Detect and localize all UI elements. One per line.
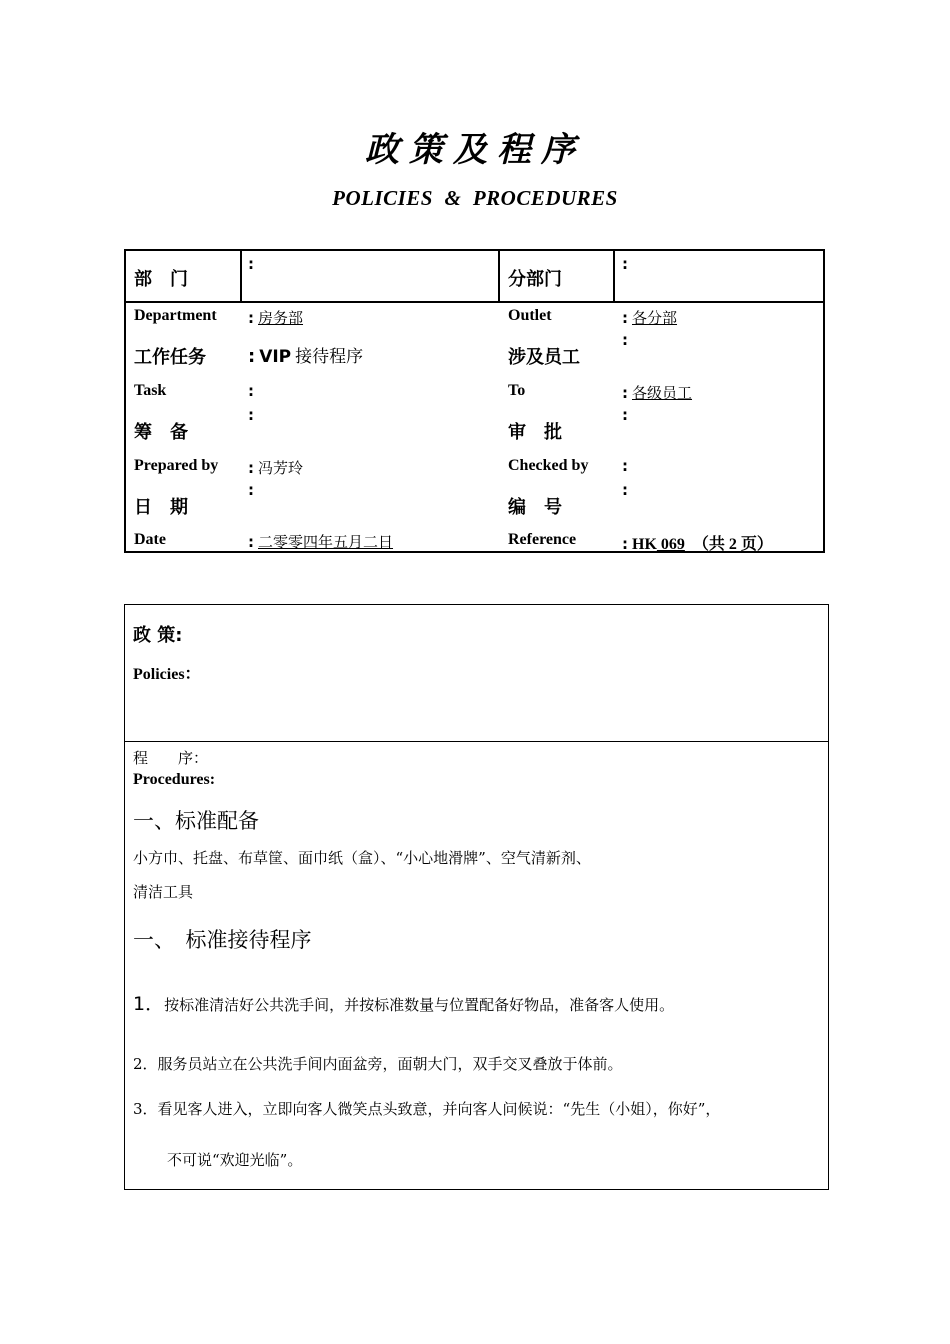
outlet-value: : 各分部 <box>622 309 678 327</box>
task-colon-en: : <box>248 382 254 400</box>
step-item: 2．服务员站立在公共洗手间内面盆旁，面朝大门，双手交叉叠放于体前。 <box>133 1055 623 1073</box>
to-colon-cn: : <box>622 331 628 349</box>
section-divider <box>125 741 828 742</box>
checked-colon-cn: : <box>622 406 628 424</box>
to-label-cn: 涉及员工 <box>508 347 580 368</box>
date-value: : 二零零四年五月二日 <box>248 533 394 551</box>
header-table <box>124 249 825 553</box>
outlet-label-en: Outlet <box>508 307 552 324</box>
prepared-value: : 冯芳玲 <box>248 459 304 477</box>
to-value: : 各级员工 <box>622 384 693 402</box>
prepared-colon-cn: : <box>248 406 254 424</box>
checked-label-cn: 审 批 <box>508 422 562 443</box>
step-item-continuation: 不可说“欢迎光临”。 <box>167 1151 303 1169</box>
step-item: 1．按标准清洁好公共洗手间，并按标准数量与位置配备好物品，准备客人使用。 <box>133 993 675 1015</box>
page-title-cn: 政策及程序 <box>365 130 585 170</box>
section2-title: 一、 标准接待程序 <box>133 928 312 952</box>
prepared-label-cn: 筹 备 <box>134 422 188 443</box>
task-value: : VIP 接待程序 <box>248 346 364 367</box>
policies-heading-cn: 政 策: <box>133 625 183 646</box>
section1-text: 清洁工具 <box>133 883 194 901</box>
step-item: 3．看见客人进入，立即向客人微笑点头致意，并向客人问候说：“先生（小姐），你好”， <box>133 1100 721 1118</box>
dept-label-cn: 部 门 <box>134 269 188 290</box>
outlet-colon: : <box>622 255 628 273</box>
procedures-heading-cn: 程 序： <box>133 749 209 767</box>
date-colon-cn: : <box>248 481 254 499</box>
header-divider <box>613 251 615 302</box>
section1-title: 一、标准配备 <box>133 809 259 833</box>
header-divider <box>498 251 500 302</box>
checked-label-en: Checked by <box>508 457 589 474</box>
dept-colon: : <box>248 255 254 273</box>
date-label-cn: 日 期 <box>134 497 188 518</box>
header-divider <box>240 251 242 302</box>
checked-colon-en: : <box>622 457 628 475</box>
policies-heading-en: Policies： <box>133 666 201 683</box>
outlet-label-cn: 分部门 <box>508 269 562 290</box>
dept-value: : 房务部 <box>248 309 304 327</box>
date-label-en: Date <box>134 531 166 548</box>
dept-label-en: Department <box>134 307 217 324</box>
to-label-en: To <box>508 382 526 399</box>
policies-procedures-box <box>124 604 829 1190</box>
section1-text: 小方巾、托盘、布草筐、面巾纸（盒）、“小心地滑牌”、空气清新剂、 <box>133 849 591 867</box>
task-label-cn: 工作任务 <box>134 347 206 368</box>
page-title-en: POLICIES & PROCEDURES <box>332 186 618 210</box>
header-divider <box>126 301 823 303</box>
ref-label-en: Reference <box>508 531 577 548</box>
ref-value: : HK 069 （共 2 页） <box>622 535 773 553</box>
task-label-en: Task <box>134 382 167 399</box>
ref-colon-cn: : <box>622 481 628 499</box>
ref-label-cn: 编 号 <box>508 497 562 518</box>
procedures-heading-en: Procedures: <box>133 771 216 788</box>
prepared-label-en: Prepared by <box>134 457 219 474</box>
